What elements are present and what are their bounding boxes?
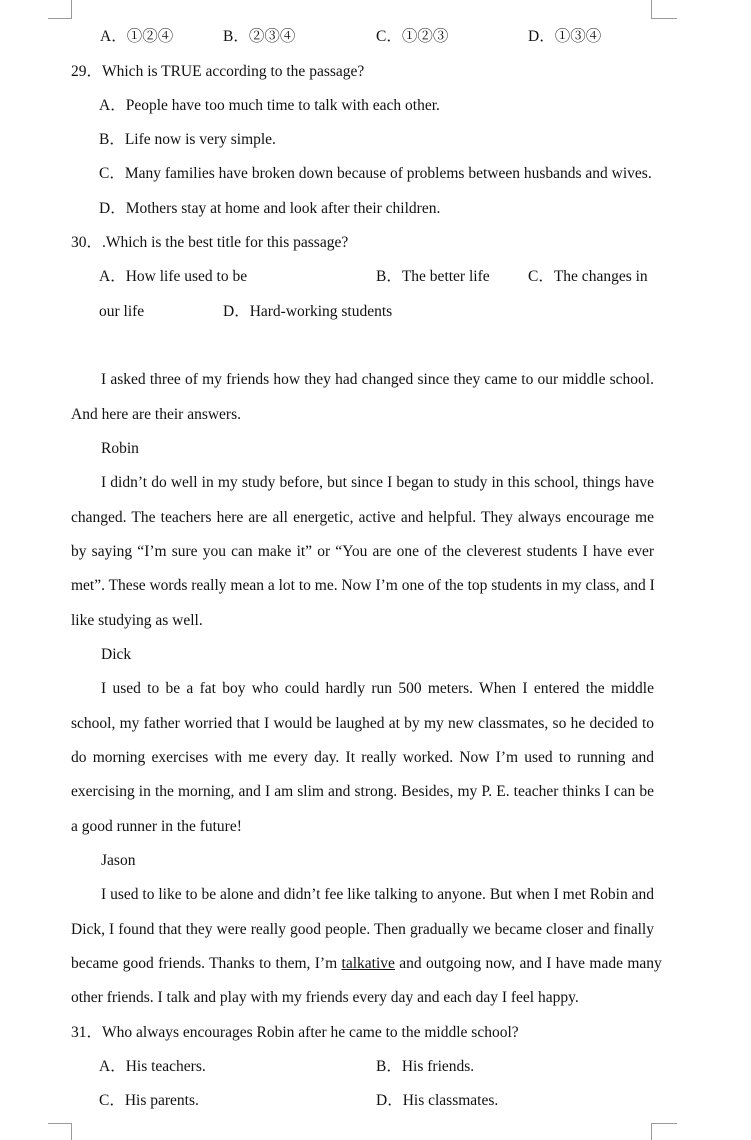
q30-option-a: A．How life used to be — [99, 268, 248, 285]
speaker-jason: Jason — [101, 852, 136, 869]
underlined-word-talkative: talkative — [341, 955, 395, 972]
q31-stem: 31．Who always encourages Robin after he came to the middle school? — [71, 1024, 519, 1041]
q29-option-a: A．People have too much time to talk with each other. — [99, 97, 440, 114]
jason-line-3-end: and outgoing now, and I have made many — [394, 955, 662, 972]
q31-option-d: D．His classmates. — [376, 1092, 499, 1109]
crop-mark-bottom-left — [48, 1123, 72, 1140]
crop-mark-top-right — [651, 0, 677, 19]
q28-option-a: A．①②④ — [100, 28, 174, 45]
speaker-robin: Robin — [101, 440, 139, 457]
q30-stem: 30．.Which is the best title for this passage? — [71, 234, 349, 251]
dick-paragraph-line-4: exercising in the morning, and I am slim and strong. Besides, my P. E. teacher thinks I can be — [71, 783, 654, 800]
q31-option-b: B．His friends. — [376, 1058, 475, 1075]
q31-option-a: A．His teachers. — [99, 1058, 206, 1075]
q29-option-b: B．Life now is very simple. — [99, 131, 276, 148]
q29-stem: 29．Which is TRUE according to the passage? — [71, 63, 365, 80]
dick-paragraph-line-5: a good runner in the future! — [71, 818, 242, 835]
q30-option-b: B．The better life — [376, 268, 490, 285]
dick-paragraph-line-2: school, my father worried that I would be laughed at by my new classmates, so he decided to — [71, 715, 654, 732]
q28-option-d: D．①③④ — [528, 28, 602, 45]
robin-paragraph-line-2: changed. The teachers here are all energetic, active and helpful. They always encourage me — [71, 509, 654, 526]
dick-paragraph-line-3: do morning exercises with me every day. It really worked. Now I’m used to running and — [71, 749, 654, 766]
jason-line-3-start: became good friends. Thanks to them, I’m — [71, 955, 342, 972]
q28-option-c: C．①②③ — [376, 28, 449, 45]
crop-mark-top-left — [48, 0, 72, 19]
q29-option-d: D．Mothers stay at home and look after their children. — [99, 200, 441, 217]
jason-paragraph-line-1: I used to like to be alone and didn’t fee like talking to anyone. But when I met Robin and — [101, 886, 654, 903]
speaker-dick: Dick — [101, 646, 132, 663]
jason-paragraph-line-4: other friends. I talk and play with my friends every day and each day I feel happy. — [71, 989, 579, 1006]
dick-paragraph-line-1: I used to be a fat boy who could hardly run 500 meters. When I entered the middle — [101, 680, 654, 697]
jason-paragraph-line-3 — [71, 954, 662, 974]
passage-intro-line-1: I asked three of my friends how they had changed since they came to our middle school. — [101, 371, 654, 388]
q28-option-b: B．②③④ — [223, 28, 296, 45]
jason-paragraph-line-2: Dick, I found that they were really good people. Then gradually we became closer and finally — [71, 921, 654, 938]
q29-option-c: C．Many families have broken down because of problems between husbands and wives. — [99, 165, 652, 182]
robin-paragraph-line-1: I didn’t do well in my study before, but since I began to study in this school, things have — [101, 474, 654, 491]
q30-option-c: C．The changes in — [528, 268, 648, 285]
q30-option-d: D．Hard-working students — [223, 303, 393, 320]
q30-option-c-continued: our life — [99, 303, 145, 320]
robin-paragraph-line-5: like studying as well. — [71, 612, 203, 629]
robin-paragraph-line-4: met”. These words really mean a lot to me. Now I’m one of the top students in my class, and I — [71, 577, 655, 594]
passage-intro-line-2: And here are their answers. — [71, 406, 241, 423]
q31-option-c: C．His parents. — [99, 1092, 199, 1109]
crop-mark-bottom-right — [651, 1123, 677, 1140]
robin-paragraph-line-3: by saying “I’m sure you can make it” or “You are one of the cleverest students I have ever — [71, 543, 654, 560]
